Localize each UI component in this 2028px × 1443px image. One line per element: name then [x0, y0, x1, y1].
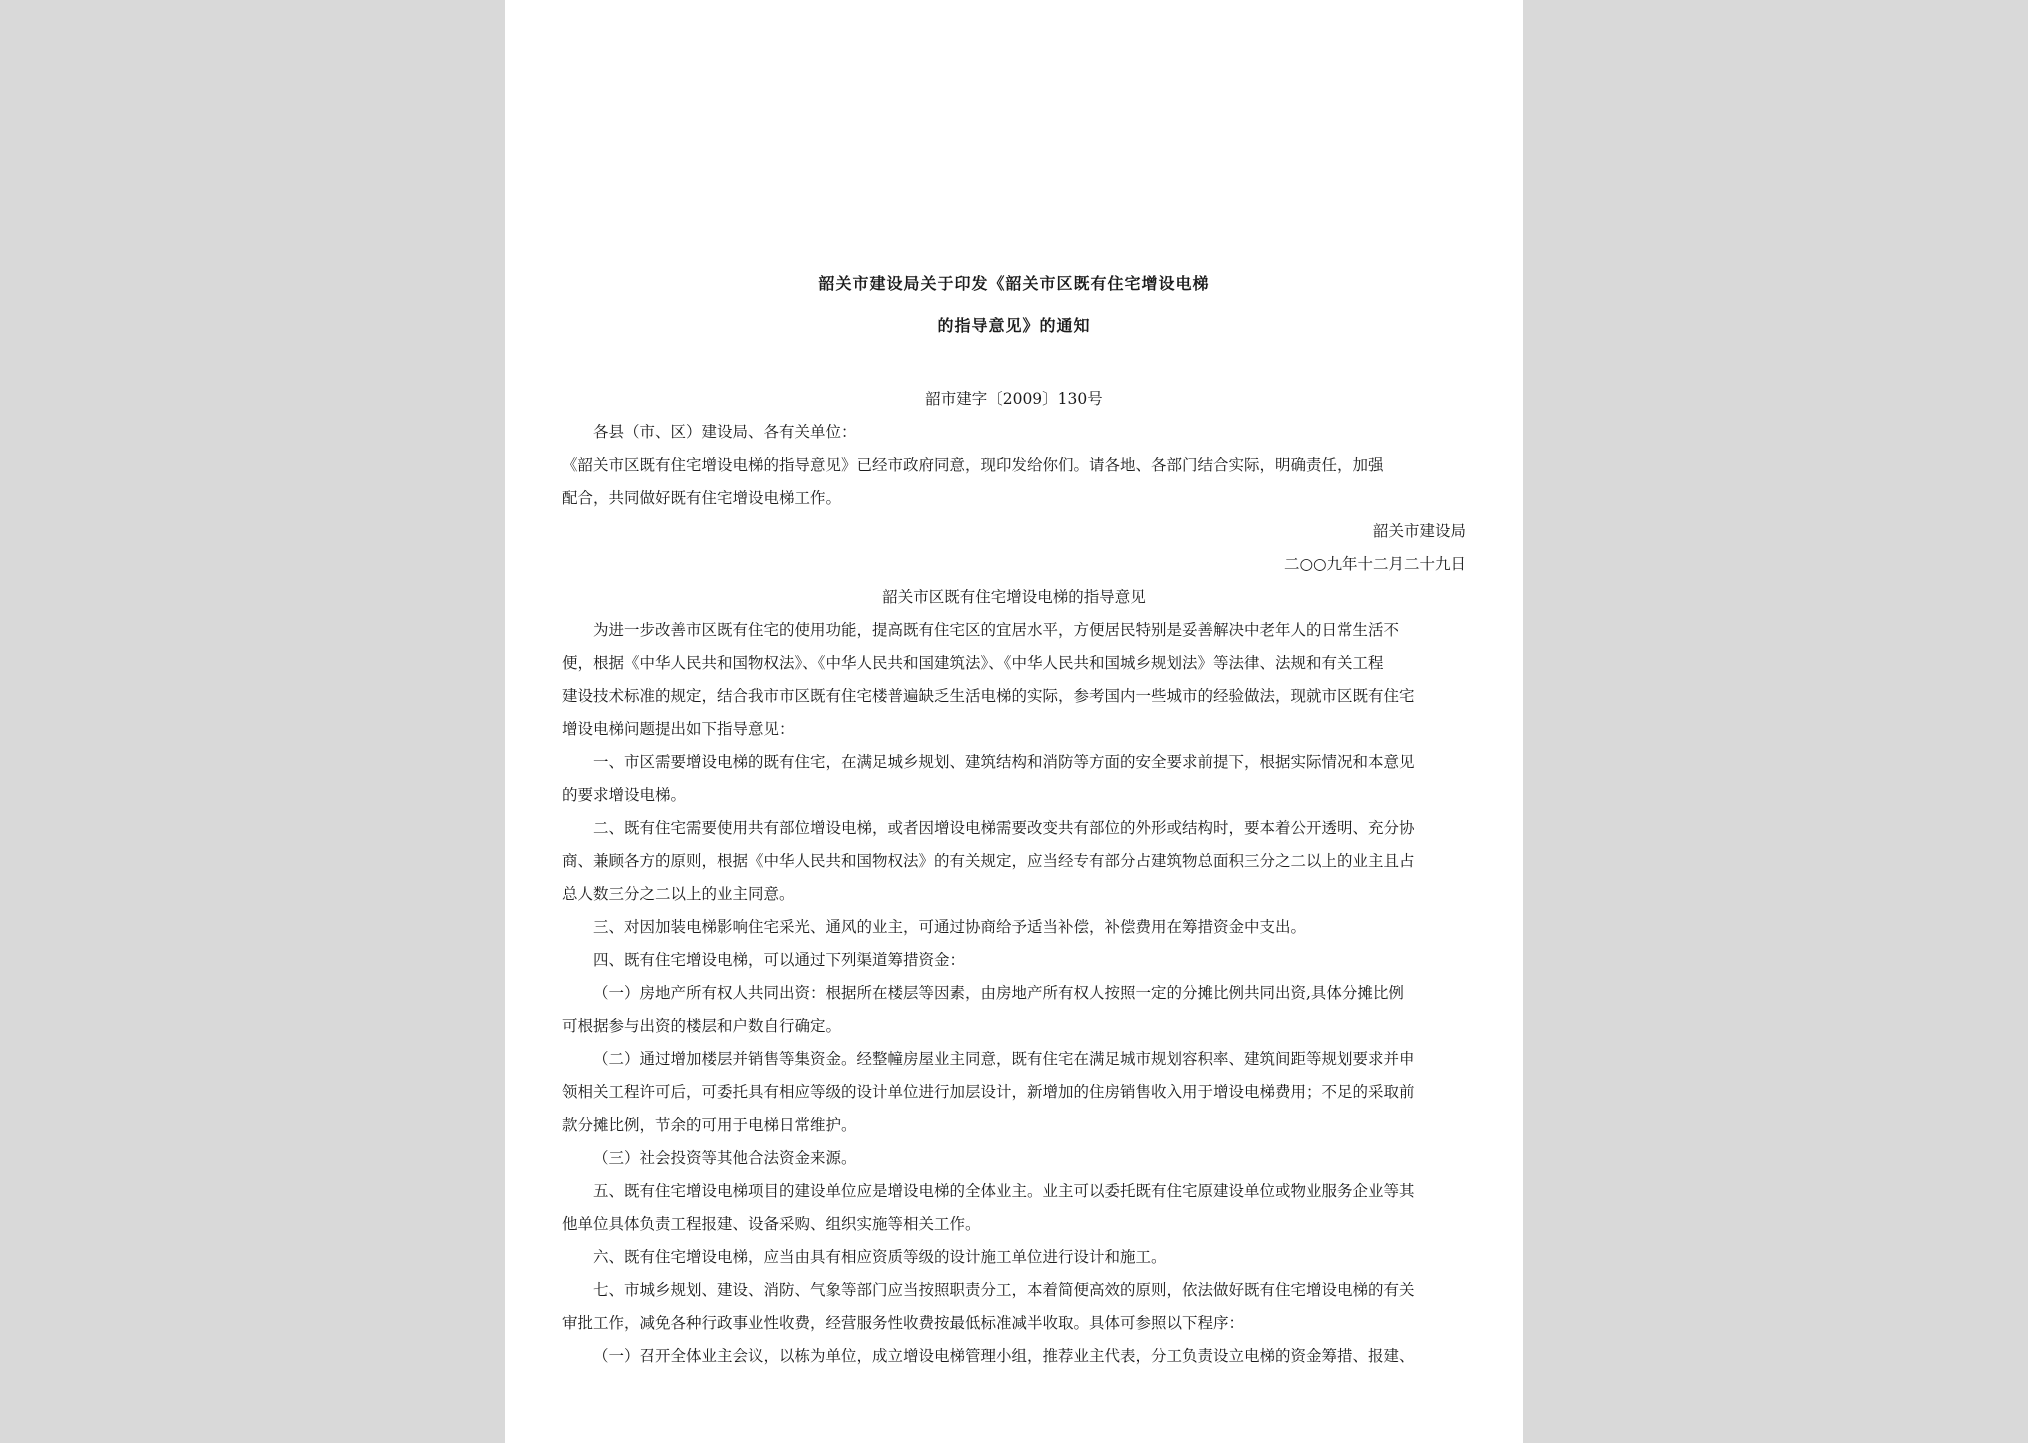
body-line: 可根据参与出资的楼层和户数自行确定。 [562, 1017, 842, 1035]
body-line: 的要求增设电梯。 [562, 786, 687, 804]
document-title [505, 263, 1523, 347]
body-line: 一、市区需要增设电梯的既有住宅，在满足城乡规划、建筑结构和消防等方面的安全要求前提下，根据实际情况和本意见 [593, 753, 1415, 771]
body-line: 审批工作，减免各种行政事业性收费，经营服务性收费按最低标准减半收取。具体可参照以下程序： [562, 1314, 1245, 1332]
body-line: 七、市城乡规划、建设、消防、气象等部门应当按照职责分工，本着简便高效的原则，依法做好既有住宅增设电梯的有关 [593, 1281, 1415, 1299]
body-line: （二）通过增加楼层并销售等集资金。经整幢房屋业主同意，既有住宅在满足城市规划容积率、建筑间距等规划要求并申 [593, 1050, 1415, 1068]
body-line: 总人数三分之二以上的业主同意。 [562, 885, 795, 903]
body-line: 五、既有住宅增设电梯项目的建设单位应是增设电梯的全体业主。业主可以委托既有住宅原建设单位或物业服务企业等其 [593, 1182, 1415, 1200]
body-line: 为进一步改善市区既有住宅的使用功能，提高既有住宅区的宜居水平，方便居民特别是妥善解决中老年人的日常生活不 [593, 621, 1400, 639]
title-line-2: 的指导意见》的通知 [937, 316, 1091, 335]
body-line: （一）房地产所有权人共同出资：根据所在楼层等因素，由房地产所有权人按照一定的分摊比例共同出资,具体分摊比例 [593, 984, 1404, 1002]
body-line: 二、既有住宅需要使用共有部位增设电梯，或者因增设电梯需要改变共有部位的外形或结构时，要本着公开透明、充分协 [593, 819, 1415, 837]
issuer-signature: 韶关市建设局 [1372, 522, 1466, 540]
body-line: 四、既有住宅增设电梯，可以通过下列渠道筹措资金： [593, 951, 966, 969]
notice-paragraph-line-2: 配合，共同做好既有住宅增设电梯工作。 [562, 489, 842, 507]
body-line: 便，根据《中华人民共和国物权法》、《中华人民共和国建筑法》、《中华人民共和国城乡规划法》等法律、法规和有关工程 [562, 654, 1384, 672]
opinion-subtitle: 韶关市区既有住宅增设电梯的指导意见 [882, 588, 1146, 606]
document-page [505, 0, 1523, 1443]
body-line: 他单位具体负责工程报建、设备采购、组织实施等相关工作。 [562, 1215, 981, 1233]
body-line: 增设电梯问题提出如下指导意见： [562, 720, 795, 738]
title-line-1: 韶关市建设局关于印发《韶关市区既有住宅增设电梯 [818, 274, 1210, 293]
salutation: 各县（市、区）建设局、各有关单位： [593, 423, 857, 441]
body-line: 三、对因加装电梯影响住宅采光、通风的业主，可通过协商给予适当补偿，补偿费用在筹措资金中支出。 [593, 918, 1307, 936]
body-line: （三）社会投资等其他合法资金来源。 [593, 1149, 857, 1167]
body-line: （一）召开全体业主会议，以栋为单位，成立增设电梯管理小组，推荐业主代表，分工负责设立电梯的资金筹措、报建、 [593, 1347, 1415, 1365]
body-line: 领相关工程许可后，可委托具有相应等级的设计单位进行加层设计，新增加的住房销售收入用于增设电梯费用；不足的采取前 [562, 1083, 1415, 1101]
body-line: 款分摊比例，节余的可用于电梯日常维护。 [562, 1116, 857, 1134]
body-line: 商、兼顾各方的原则，根据《中华人民共和国物权法》的有关规定，应当经专有部分占建筑物总面积三分之二以上的业主且占 [562, 852, 1415, 870]
issue-date: 二○○九年十二月二十九日 [1283, 555, 1466, 573]
notice-paragraph-line-1: 《韶关市区既有住宅增设电梯的指导意见》已经市政府同意，现印发给你们。请各地、各部门结合实际，明确责任，加强 [562, 456, 1384, 474]
body-line: 六、既有住宅增设电梯，应当由具有相应资质等级的设计施工单位进行设计和施工。 [593, 1248, 1167, 1266]
document-number: 韶市建字〔2009〕130号 [925, 390, 1103, 408]
body-line: 建设技术标准的规定，结合我市市区既有住宅楼普遍缺乏生活电梯的实际，参考国内一些城市的经验做法，现就市区既有住宅 [562, 687, 1415, 705]
